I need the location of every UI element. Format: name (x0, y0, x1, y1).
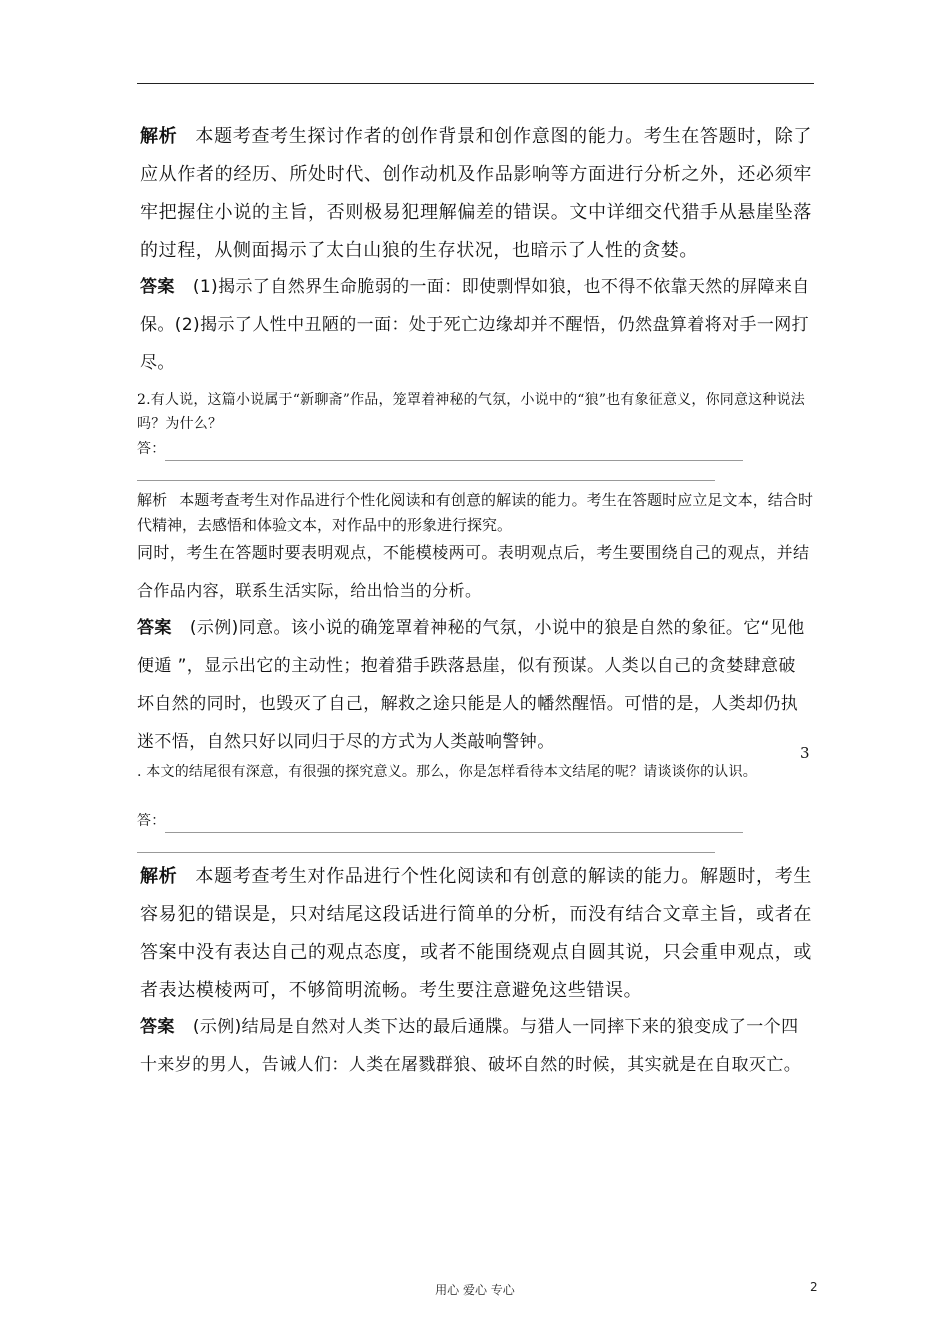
answer-label-3: 答案 (140, 1017, 175, 1037)
analysis-text-2-big: 同时，考生在答题时要表明观点，不能模棱两可。表明观点后，考生要围绕自己的观点，并结合作品内容，联系生活实际，给出恰当的分析。 (137, 543, 810, 600)
answer-label-1: 答案 (140, 277, 175, 297)
answer-prompt-3-label: 答： (137, 813, 166, 829)
analysis-label-1: 解析 (140, 126, 178, 147)
answer-text-1: (1)揭示了自然界生命脆弱的一面：即使剽悍如狼，也不得不依靠天然的屏障来自保。(2)揭示了人性中丑陋的一面：处于死亡边缘却并不醒悟，仍然盘算着将对手一网打尽。 (140, 277, 810, 373)
page-number: 2 (810, 1280, 818, 1294)
analysis-block-2 (137, 488, 813, 538)
answer-prompt-3 (137, 809, 757, 833)
analysis-label-2: 解析 (137, 491, 168, 509)
analysis-text-3: 本题考查考生对作品进行个性化阅读和有创意的解读的能力。解题时，考生容易犯的错误是，只对结尾这段话进行简单的分析，而没有结合文章主旨，或者在答案中没有表达自己的观点态度，或者不能围绕观点自圆其说，只会重申观点，或者表达模棱两可，不够简明流畅。考生要注意避免这些错误。 (140, 866, 813, 1001)
answer-prompt-2-label: 答： (137, 441, 166, 457)
analysis-label-3: 解析 (140, 866, 178, 887)
analysis-block-3 (140, 858, 812, 1010)
answer-input-line-3[interactable] (165, 816, 743, 833)
answer-extra-line-3 (137, 852, 715, 853)
answer-label-2: 答案 (137, 618, 172, 638)
answer-text-2: (示例)同意。该小说的确笼罩着神秘的气氛，小说中的狼是自然的象征。它“见他便遁 ”，显示出它的主动性；抱着猎手跌落悬崖，似有预谋。人类以自己的贪婪肆意破坏自然的同时，也毁灭了自己，解救之途只能是人的幡然醒悟。可惜的是，人类却仍执迷不悟，自然只好以同归于尽的方式为人类敲响警钟。 (137, 618, 805, 752)
answer-block-2 (137, 609, 807, 761)
answer-block-3 (140, 1008, 812, 1084)
answer-block-1 (140, 268, 812, 382)
question-3-number: 3 (800, 744, 810, 762)
analysis-block-2-continued (137, 534, 813, 610)
question-3-text: . 本文的结尾很有深意，有很强的探究意义。那么，你是怎样看待本文结尾的呢？请谈谈你的认识。 (137, 764, 757, 780)
question-3 (137, 760, 813, 784)
header-rule (137, 83, 814, 84)
answer-extra-line-2 (137, 480, 715, 481)
question-2 (137, 388, 813, 436)
answer-prompt-2 (137, 437, 757, 461)
analysis-block-1 (140, 118, 812, 270)
analysis-text-2-small: 本题考查考生对作品进行个性化阅读和有创意的解读的能力。考生在答题时应立足文本，结合时代精神，去感悟和体验文本，对作品中的形象进行探究。 (137, 491, 813, 534)
analysis-text-1: 本题考查考生探讨作者的创作背景和创作意图的能力。考生在答题时，除了应从作者的经历、所处时代、创作动机及作品影响等方面进行分析之外，还必须牢牢把握住小说的主旨，否则极易犯理解偏差的错误。文中详细交代猎手从悬崖坠落的过程，从侧面揭示了太白山狼的生存状况，也暗示了人性的贪婪。 (140, 126, 813, 261)
question-2-text: 2.有人说，这篇小说属于“新聊斋”作品，笼罩着神秘的气氛，小说中的“狼”也有象征意义，你同意这种说法吗？为什么？ (137, 392, 805, 432)
page-footer: 用心 爱心 专心 (435, 1283, 515, 1297)
answer-text-3: (示例)结局是自然对人类下达的最后通牒。与猎人一同摔下来的狼变成了一个四十来岁的男人，告诫人们：人类在屠戮群狼、破坏自然的时候，其实就是在自取灭亡。 (140, 1017, 802, 1075)
answer-input-line-2[interactable] (165, 444, 743, 461)
